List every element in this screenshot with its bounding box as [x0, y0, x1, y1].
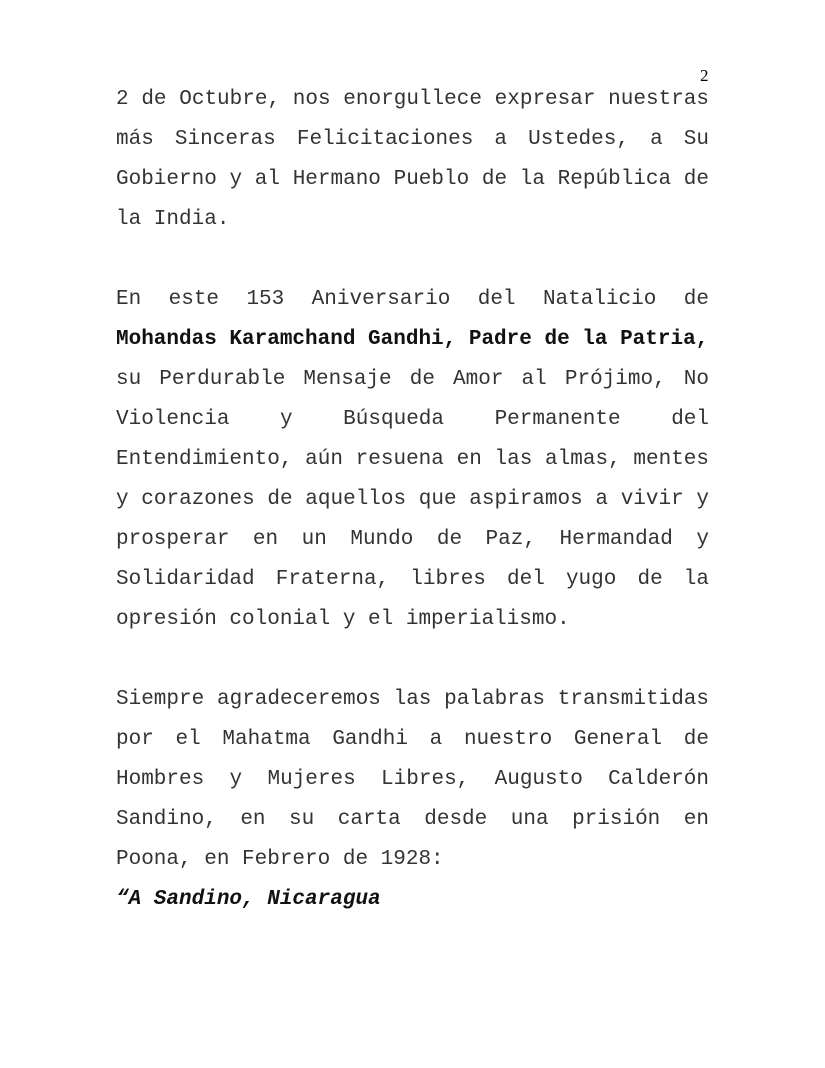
page-number: 2 [700, 66, 709, 85]
paragraph-congratulations: 2 de Octubre, nos enorgullece expresar nuestras más Sinceras Felicitaciones a Ustedes, a Su Gobierno y al Hermano Pueblo de la República de la India. [116, 88, 709, 231]
gandhi-name: Mohandas Karamchand Gandhi, Padre de la Patria, [116, 328, 709, 351]
paragraph-anniversary-rest: su Perdurable Mensaje de Amor al Prójimo, No Violencia y Búsqueda Permanente del Entendimiento, aún resuena en las almas, mentes y corazones de aquellos que aspiramos a vivir y prosperar en un Mundo de Paz, Hermandad y Solidaridad Fraterna, libres del yugo de la opresión colonial y el imperialismo. [116, 368, 709, 631]
paragraph-anniversary-intro: En este 153 Aniversario del Natalicio de [116, 288, 709, 311]
paragraph-anniversary [116, 280, 709, 640]
paragraph-gratitude: Siempre agradeceremos las palabras transmitidas por el Mahatma Gandhi a nuestro General de Hombres y Mujeres Libres, Augusto Calderón Sandino, en su carta desde una prisión en Poona, en Febrero de 1928: [116, 688, 709, 871]
quote-heading: “A Sandino, Nicaragua [116, 888, 381, 911]
